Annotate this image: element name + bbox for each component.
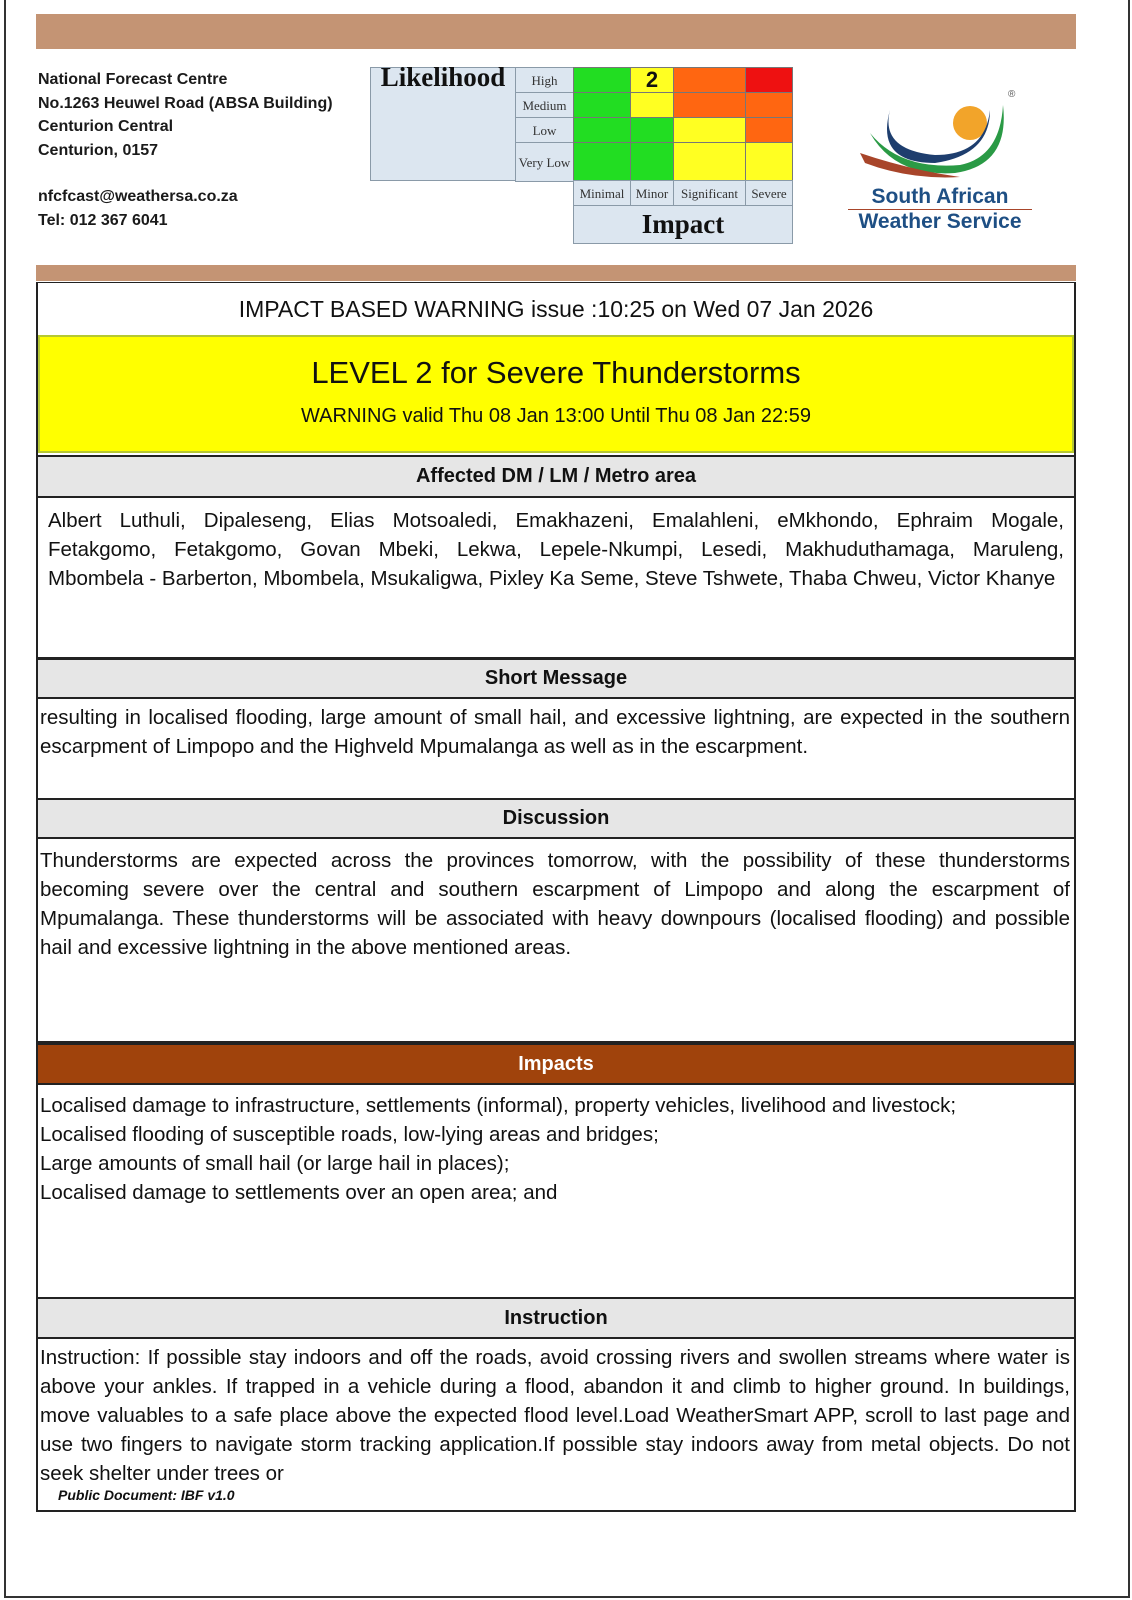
likelihood-row-label: Medium bbox=[515, 92, 574, 118]
impact-col-label: Severe bbox=[745, 180, 793, 206]
address-line: National Forecast Centre bbox=[38, 71, 228, 88]
risk-cell bbox=[745, 92, 793, 118]
risk-cell: 2 bbox=[630, 67, 674, 93]
risk-cell bbox=[745, 117, 793, 143]
risk-cell bbox=[673, 117, 746, 143]
impacts-header: Impacts bbox=[38, 1041, 1074, 1085]
impact-col-label: Minimal bbox=[573, 180, 631, 206]
impact-label: Impact bbox=[573, 205, 793, 244]
logo-text-line1: South African bbox=[848, 185, 1032, 210]
email-link[interactable]: nfcfcast@weathersa.co.za bbox=[38, 188, 238, 205]
risk-cell bbox=[630, 117, 674, 143]
likelihood-row-label: Very Low bbox=[515, 142, 574, 182]
logo-text-line2: Weather Service bbox=[858, 210, 1022, 233]
level-banner bbox=[38, 335, 1074, 453]
risk-cell bbox=[630, 142, 674, 182]
impacts-list bbox=[40, 1091, 1070, 1207]
affected-areas: Albert Luthuli, Dipaleseng, Elias Motsoaledi, Emakhazeni, Emalahleni, eMkhondo, Ephraim Mogale, Fetakgomo, Fetakgomo, Govan Mbeki, Lekwa, Lepele-Nkumpi, Lesedi, Makhuduthamaga, Maruleng, Mbombela - Barberton, Mbombela, Msukaligwa, Pixley Ka Seme, Steve Tshwete, Thaba Chweu, Victor Khanye bbox=[48, 509, 1064, 590]
risk-cell bbox=[573, 142, 631, 182]
risk-cell bbox=[745, 67, 793, 93]
section-divider-bar bbox=[36, 265, 1076, 281]
issue-line: IMPACT BASED WARNING issue :10:25 on Wed 07 Jan 2026 bbox=[238, 295, 874, 322]
instruction-text: Instruction: If possible stay indoors and off the roads, avoid crossing rivers and swollen streams where water is above your ankles. If trapped in a vehicle during a flood, abandon it and climb to higher ground. In buildings, move valuables to a safe place above the expected flood level.Load WeatherSmart APP, scroll to last page and use two fingers to navigate storm tracking application.If possible stay indoors away from metal objects. Do not seek shelter under trees or bbox=[40, 1346, 1070, 1485]
risk-cell bbox=[573, 67, 631, 93]
risk-cell bbox=[745, 142, 793, 182]
level-title: LEVEL 2 for Severe Thunderstorms bbox=[311, 355, 801, 390]
address-block bbox=[38, 68, 333, 232]
address-line: No.1263 Heuwel Road (ABSA Building) bbox=[38, 94, 333, 112]
short-message-header: Short Message bbox=[38, 657, 1074, 699]
instruction-header: Instruction bbox=[38, 1297, 1074, 1339]
discussion-text: Thunderstorms are expected across the provinces tomorrow, with the possibility of these thunderstorms becoming severe over the central and southern escarpment of Limpopo and along the escarpment of Mpumalanga. These thunderstorms will be associated with heavy downpours (localised flooding) and possible hail and excessive lightning in the above mentioned areas. bbox=[40, 849, 1070, 959]
likelihood-label: Likelihood bbox=[370, 67, 516, 181]
svg-text:®: ® bbox=[1008, 89, 1016, 100]
top-banner bbox=[36, 14, 1076, 49]
impact-item: Localised damage to infrastructure, settlements (informal), property vehicles, livelihood and livestock; bbox=[40, 1094, 957, 1117]
discussion-header: Discussion bbox=[38, 798, 1074, 839]
short-message-text: resulting in localised flooding, large amount of small hail, and excessive lightning, are expected in the southern escarpment of Limpopo and the Highveld Mpumalanga as well as in the escarpment. bbox=[40, 706, 1070, 758]
address-line: Centurion, 0157 bbox=[38, 141, 159, 159]
impact-col-label: Significant bbox=[673, 180, 746, 206]
likelihood-row-label: Low bbox=[515, 117, 574, 143]
risk-cell bbox=[673, 142, 746, 182]
likelihood-row-label: High bbox=[515, 67, 574, 93]
footer-label: Public Document: IBF v1.0 bbox=[58, 1487, 235, 1503]
affected-header: Affected DM / LM / Metro area bbox=[38, 455, 1074, 498]
risk-cell bbox=[673, 92, 746, 118]
logo-emblem-icon bbox=[840, 85, 1040, 180]
risk-cell bbox=[573, 92, 631, 118]
risk-cell bbox=[673, 67, 746, 93]
valid-period: WARNING valid Thu 08 Jan 13:00 Until Thu 08 Jan 22:59 bbox=[301, 405, 811, 427]
address-line: Centurion Central bbox=[38, 118, 174, 135]
warning-document bbox=[36, 282, 1076, 1512]
risk-cell bbox=[573, 117, 631, 143]
impact-item: Localised flooding of susceptible roads, low-lying areas and bridges; bbox=[40, 1123, 659, 1146]
impact-item: Localised damage to settlements over an open area; and bbox=[40, 1181, 558, 1204]
risk-cell bbox=[630, 92, 674, 118]
impact-col-label: Minor bbox=[630, 180, 674, 206]
telephone: Tel: 012 367 6041 bbox=[38, 211, 168, 229]
impact-item: Large amounts of small hail (or large hail in places); bbox=[40, 1152, 510, 1175]
sawsa-logo bbox=[840, 85, 1040, 234]
